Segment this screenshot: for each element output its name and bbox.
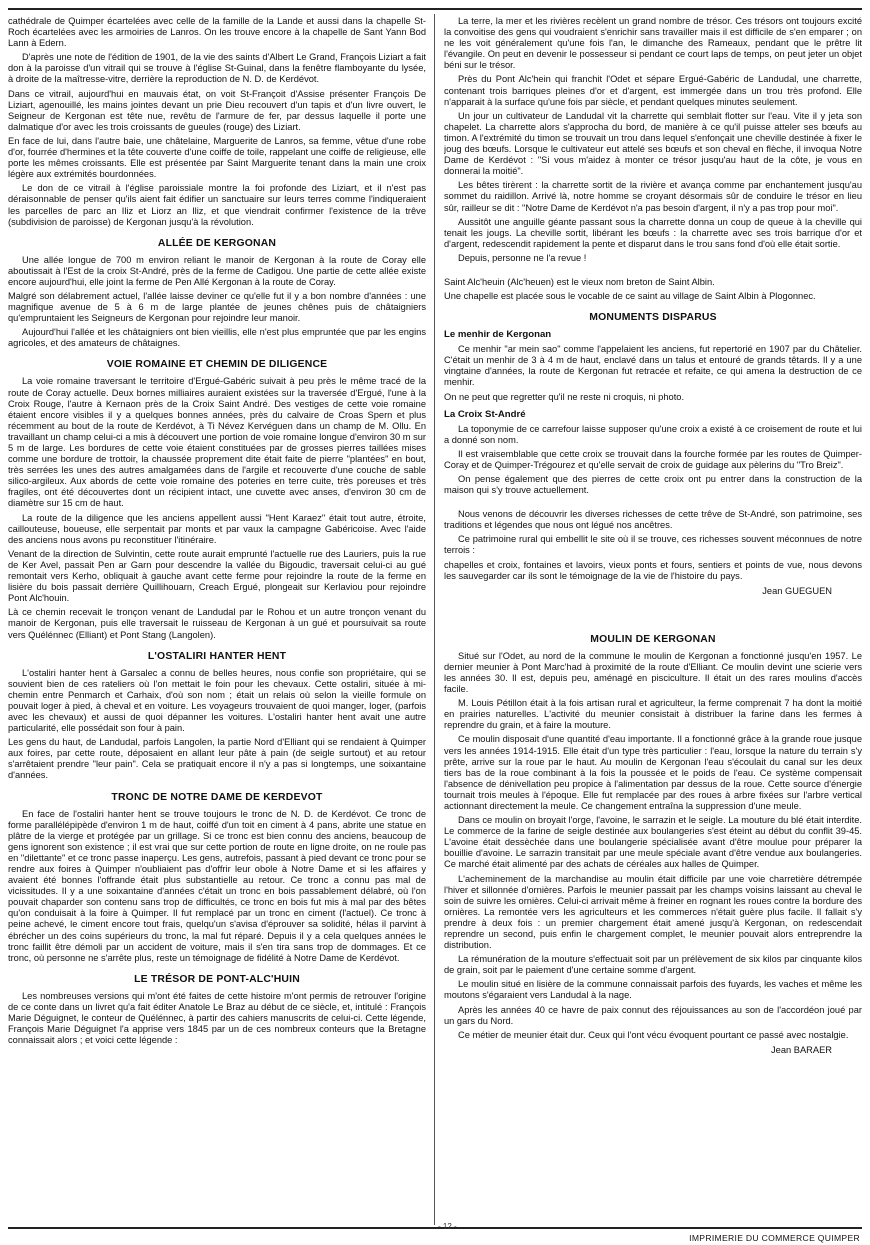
top-rule <box>8 8 862 10</box>
ostaliri-paragraph: L'ostaliri hanter hent à Garsalec a connu de belles heures, nous confie son propriétaire, qui se souvient bien de ces rateliers où l'on mettait le foin pour les chevaux. Cette ostaliri, située à mi-chemin entre Penmarch et Carhaix, d'où son nom ; était un relais où selon la vieille formule on pouvait loger à pied, à cheval et en voiture. Les voyageurs trouvaient de quoi manger, loger, (parfois avec les chevaux) et aussi de quoi dépanner les voitures. L'ostaliri hanter hent avait une autre particularité, elle possédait son four à pain. <box>8 667 426 734</box>
croix-paragraph: On pense également que des pierres de cette croix ont pu entrer dans la construction de la maison qui s'y trouve actuellement. <box>444 474 862 496</box>
moulin-paragraph: Dans ce moulin on broyait l'orge, l'avoine, le sarrazin et le seigle. La mouture du blé était interdite. Le commerce de la farine de seigle destinée aux boulangeries s'est éteint au début du conflit 39-45. L'avoine était dessèchée dans une boulangerie spécialisée avant d'être moulue pour préparer la bouillie d'avoine. Le sarrazin transitait par une meule spéciale avant d'être vendue aux boulangeries. Ce marché était alimenté par des achats de céréales aux halles de Quimper. <box>444 815 862 870</box>
moulin-paragraph: Après les années 40 ce havre de paix connut des réjouissances au son de l'accordéon joué par un gars du Nord. <box>444 1004 862 1026</box>
moulin-paragraph: Situé sur l'Odet, au nord de la commune le moulin de Kergonan a fonctionné jusqu'en 1957. Le dernier meunier à Pont Marc'had à proximité de la route d'Elliant. Ce moulin devint une scierie vers les années 30. Il est, depuis peu, aménagé en pisciculture. Il était un des rares moulins d'accès facile. <box>444 650 862 695</box>
croix-paragraph: Il est vraisemblable que cette croix se trouvait dans la fourche formée par les routes de Quimper-Coray et de Quimper-Trégourez et qu'elle servait de croix de guidage aux pèlerins du "Tro Breiz". <box>444 448 862 470</box>
conclusion-paragraph: Nous venons de découvrir les diverses richesses de cette trêve de St-André, son patrimoine, ses traditions et légendes que nous ont légué nos ancêtres. <box>444 509 862 531</box>
moulin-paragraph: La rémunération de la mouture s'effectuait soit par un prélèvement de six kilos par cinquante kilos de grain, soit par le paiement d'une certaine somme d'argent. <box>444 954 862 976</box>
moulin-paragraph: Le moulin situé en lisière de la commune connaissait parfois des fuyards, les vaches et même les moutons s'égaraient vers Landudal à la nage. <box>444 979 862 1001</box>
tronc-paragraph: En face de l'ostaliri hanter hent se trouve toujours le tronc de N. D. de Kerdévot. Ce tronc de forme parallélépipède d'environ 1 m de haut, coiffé d'un toit en ciment à 4 pans, abrite une statue en plâtre de la vierge et protégée par un grillage. Si ce tronc est bien connu des anciens, beaucoup de gens ignorent son existence ; il est vrai que sur cette portion de route en ligne droite, on ne roule pas en "dilettante" et ce tronc passe inaperçu. Les gens, autrefois, passant à pied devant ce tronc pour se rendre aux foires à Quimper n'oubliaient pas d'offrir leur obole à Notre Dame et si les affaires y avaient été bonnes l'offrande était plus substantielle au retour. Ce tronc a connu pas mal de vicissitudes. Il y a une soixantaine d'années c'était un tronc en bois passablement délabré, où l'on pouvait chaparder son contenu sans trop de difficultés, ce tronc en bois fut mis à mal par des bêtes qu'on conduisait à la foire à Quimper. Il fut remplacé par un tronc en ciment (l'actuel). Ce tronc à peine achevé, le ciment encore tout frais, quelqu'un s'avisa d'éprouver sa solidité, hélas il parvint à ébrécher un des coins supérieurs du tronc, la mal fut réparé. Depuis il y a cela quelques années le tronc faillit être démoli par un accident de voiture, mais il s'en tira sans trop de dommages. Et ce tronc, où personne ne s'arrête plus, reste un témoignage de fidélité à Notre Dame de Kerdévot. <box>8 808 426 963</box>
albin-paragraph: Une chapelle est placée sous le vocable de ce saint au village de Saint Albin à Plogonnec. <box>444 291 816 302</box>
legend-paragraph: Aussitôt une anguille géante passant sous la charrette donna un coup de queue à la cheville qui tenait les jougs. La cheville sortit, libérant les bœufs : la charrette avec ses trois barrique d'or et d'argent, redescendit rapidement la pente et disparut dans le trou sans fond d'où elle était sortie. <box>444 216 862 249</box>
section-title-tronc: TRONC DE NOTRE DAME DE KERDEVOT <box>111 791 323 803</box>
author-signature: Jean BARAER <box>771 1044 832 1055</box>
moulin-paragraph: M. Louis Pétillon était à la fois artisan rural et agriculteur, la ferme comprenait 7 ha dont la moitié en prairies naturelles. L'activité du meunier consistait à distribuer la farine dans les fermes à reprendre du grain, et à faire la mouture. <box>444 698 862 731</box>
voie-paragraph: Venant de la direction de Sulvintin, cette route aurait emprunté l'actuelle rue des Lauriers, puis la rue de Ker Avel, passait Pen ar Garn pour descendre la vallée du Bigoudic, traversait celui-ci au gué remontait vers Kerho, obliquait à gauche avant cette ferme pour rejoindre la route de la ferme en lisière du bois passait derrière Quillihouarn, Creach Ergué, plongeait sur Kerlaviou pour rejoindre Pont Alc'houin. <box>8 548 426 604</box>
moulin-paragraph: L'acheminement de la marchandise au moulin était difficile par une voie charretière détrempée l'hiver et sillonnée d'ornières. Parfois le meunier passait par les champs voisins laissant au cheval le soin de suivre les ornières. Celui-ci arrivait même à freiner en rognant les roues contre la bordure des ornières. La remontée vers les agriculteurs et les commerces n'était guère plus facile. Il fallait s'y prendre à deux fois : un premier chargement était amené jusqu'à Kergonan, on redescendait reprendre un second, puis enfin le chargement complet, le meunier pouvait alors entreprendre la distribution. <box>444 873 862 951</box>
conclusion-paragraph: chapelles et croix, fontaines et lavoirs, vieux ponts et fours, sentiers et points de vue, nous devons les sauvegarder car ils sont le témoignage de la vie de l'histoire du pays. <box>444 559 862 581</box>
section-title-tresor: LE TRÉSOR DE PONT-ALC'HUIN <box>134 973 300 985</box>
right-column <box>444 16 862 1223</box>
legend-paragraph: La terre, la mer et les rivières recèlent un grand nombre de trésor. Ces trésors ont toujours excité la convoitise des gens qui voudraient s'enrichir sans travailler mais il est difficile de s'en emparer ; on ne les voit généralement qu'une fois l'an, le dimanche des Rameaux, pendant que le prêtre lit l'évangile. On peut en devenir le possesseur si pendant ce court laps de temps, on peut jeter un objet béni sur le trésor. <box>444 16 862 71</box>
menhir-paragraph: On ne peut que regretter qu'il ne reste ni croquis, ni photo. <box>444 391 685 402</box>
moulin-paragraph: Ce moulin disposait d'une quantité d'eau importante. Il a fonctionné grâce à la grande roue jusque vers les années 1914-1915. Elle était d'un type très particulier : l'eau, lorsque la nature du terrain s'y prête, arrive sur la roue par le haut. Au moulin de Kergonan l'eau s'écoulait du canal sur les deux tiers bas de la roue combinant à la fois la poussée et le poids de l'eau. Ce système compensait l'absence de dénivellation peu propice à l'alimentation par dessus de la roue. Cette source d'énergie tournait trois meules à l'époque. Elle fut remplacée par des roues à arbre fixées sur l'arbre vertical actionnant directement la meule. Ce changement entraîna la suppression d'une meule. <box>444 734 862 811</box>
voie-paragraph: La voie romaine traversant le territoire d'Ergué-Gabéric suivait à peu près le même tracé de la route de Coray actuelle. Deux bornes milliaires auraient existées sur la traversée d'Ergué, l'une à la Croix Rouge, l'autre à Kernaon près de la Croix Saint André. Des vestiges de cette voie romaine étaient encore visibles il y a quelques bonnes années, près du calvaire de Croas Spern et plus récemment au bout de la route de Kerdévot, à Ti Névez Kervéguen dans un champ de M. Ollu. En travaillant un champ celui-ci a mis à découvert une portion de voie romaine longue d'environ 30 m sur 5 m de large. Les bordures de cette voie étaient constituées par de grosses pierres taillées mises comme une bordure de trottoir, la chaussée proprement dite était faite de pierre "plantées" en bout, très serrées les unes des autres amalgamées dans de l'argile et recouverte d'une couche de sable silico-argileux. Aux abords de cette voie romaine des poteries en terre cuite, très poreuses et très fragiles, ont été découvertes dont un récipient intact, une cuvette avec anses, d'environ 30 cm de diamètre sur 15 cm de haut. <box>8 376 426 509</box>
intro-paragraph: Dans ce vitrail, aujourd'hui en mauvais état, on voit St-Françoit d'Assise présenter François De Liziart, agenouillé, les mains jointes devant un prie Dieu recouvert d'un tapis et d'un livre ouvert, le Seigneur de Kergonan est tête nue, revêtu de l'armure de fer, par dessus laquelle il porte une dalmatique d'or avec les trois croissants de gueules (rouge) des Liziart. <box>8 88 426 132</box>
voie-paragraph: La route de la diligence que les anciens appellent aussi "Hent Karaez" était tout autre, étroite, caillouteuse, boueuse, elle serpentait par monts et par vaux la campagne Gabéricoise. Avec l'aide des anciens nous avons pu reconstituer l'itinéraire. <box>8 512 426 545</box>
subsection-title-menhir: Le menhir de Kergonan <box>444 329 552 341</box>
legend-paragraph: Près du Pont Alc'hein qui franchit l'Odet et sépare Ergué-Gabéric de Landudal, une charrette, contenant trois barriques pleines d'or et d'argent, est immergée dans un trou très profond. Elle n'apparait à la surface qu'une fois par siècle, et pendant quelques minutes seulement. <box>444 74 862 107</box>
conclusion-paragraph: Ce patrimoine rural qui embellit le site où il se trouve, ces richesses souvent méconnues de notre terrois : <box>444 534 862 556</box>
section-title-monuments: MONUMENTS DISPARUS <box>589 312 717 324</box>
author-signature: Jean GUEGUEN <box>762 585 832 596</box>
page-number: - 12 - <box>438 1222 457 1231</box>
printer-credit: IMPRIMERIE DU COMMERCE QUIMPER <box>689 1233 860 1243</box>
section-title-ostaliri: L'OSTALIRI HANTER HENT <box>147 650 287 662</box>
menhir-paragraph: Ce menhir "ar mein sao" comme l'appelaient les anciens, fut repertorié en 1907 par du Châtelier. C'était un menhir de 3 à 4 m de haut, enclavé dans un talus et entouré de grands têtards. Il y a une vingtaine d'années, la route de Kergonan fut retracée et refaite, ce qui amena la destruction de ce menhir. <box>444 344 862 388</box>
croix-paragraph: La toponymie de ce carrefour laisse supposer qu'une croix a existé à ce croisement de route et lui a donné son nom. <box>444 423 862 445</box>
intro-paragraph: En face de lui, dans l'autre baie, une châtelaine, Marguerite de Lanros, sa femme, vêtue d'une robe d'or, fourrée d'hermines et la tête couverte d'une coiffe de toile, rappelant une coiffe de religieuse, elle porte les mêmes croissants. Elle est présentée par Saint Marguerite tenant dans la main une croix légère aux extrémités bourdonnées. <box>8 135 426 180</box>
allee-paragraph: Une allée longue de 700 m environ reliant le manoir de Kergonan à la route de Coray elle aboutissait à l'Est de la croix St-André, près de la ferme de Cadigou. Une partie de cette allée existe encore aujourd'hui, elle joint la ferme de Pen Allé Kergonan à la route de Coray. <box>8 254 426 287</box>
column-divider <box>434 14 435 1225</box>
legend-paragraph: Depuis, personne ne l'a revue ! <box>458 252 587 263</box>
ostaliri-paragraph: Les gens du haut, de Landudal, parfois Langolen, la partie Nord d'Elliant qui se rendaient à Quimper aux foires, par cette route, déposaient en allant leur pâte à pain (de seigle surtout) et au retour s'arrêtaient prendre "leur pain". Cela se pratiquait encore il n'y a pas si longtemps, une soixantaine d'années. <box>8 737 426 781</box>
intro-paragraph: Le don de ce vitrail à l'église paroissiale montre la foi profonde des Liziart, et il n'est pas déraisonnable de penser qu'ils aient fait édifier un sanctuaire sur leurs terres comme l'indiqueraient les parcelles de parc an Iliz et Liorz an Iliz, et que viendrait confirmer l'existence de la trêve (subdivision de paroisse) de Kergonan jusqu'à la révolution. <box>8 183 426 227</box>
allee-paragraph: Aujourd'hui l'allée et les châtaigniers ont bien vieillis, elle n'est plus empruntée que par les engins agricoles, et des amateurs de châtaignes. <box>8 327 426 349</box>
allee-paragraph: Malgré son délabrement actuel, l'allée laisse deviner ce qu'elle fut il y a bon nombre d'années : une magnifique avenue de 5 à 6 m de large plantée de jeunes chênes puis de châtaigniers qu'empruntaient les Seigneurs de Kergonan pour rejoindre leur manoir. <box>8 290 426 324</box>
section-title-allee: ALLÉE DE KERGONAN <box>157 237 277 249</box>
legend-paragraph: Les bêtes tirèrent : la charrette sortit de la rivière et avança comme par enchantement jusqu'au sommet du raidillon. Arrivé là, notre homme se croyant désormais sûr de conduire le trésor en lieu sûr, railleur se dit : "Notre Dame de Kerdévot n'a pas besoin d'argent, il n'y a pas trop pour moi". <box>444 180 862 213</box>
intro-paragraph: cathédrale de Quimper écartelées avec celle de la famille de la Lande et aussi dans la chapelle St-Roch écartelées avec les armoiries de Lanros. On les trouve encore à la chapelle de Sant Yann Bod Lann à Edern. <box>8 16 426 49</box>
tresor-paragraph: Les nombreuses versions qui m'ont été faites de cette histoire m'ont permis de retrouver l'origine de ce conte dans un livret qu'a fait éditer Anatole Le Braz au début de ce siècle, et, intitulé : François Marie Déguignet, le conteur de Quélénnec, à partir des cahiers manuscrits de celui-ci. Cette légende, François Marie Déguignet l'a apprise vers 1845 par un de ces nombreux conteurs que la Bretagne connaissait alors ; et voici cette légende : <box>8 990 426 1046</box>
albin-paragraph: Saint Alc'heuin (Alc'heuen) est le vieux nom breton de Saint Albin. <box>444 276 715 287</box>
section-title-voie: VOIE ROMAINE ET CHEMIN DE DILIGENCE <box>106 359 328 371</box>
subsection-title-croix: La Croix St-André <box>444 408 526 420</box>
voie-paragraph: Là ce chemin recevait le tronçon venant de Landudal par le Rohou et un autre tronçon venant du manoir de Kergonan, puis elle traversait le ruisseau de Kergonan à un gué et poursuivait sa route vers Quélénnec (Elliant) et Pont Stang (Langolen). <box>8 607 426 640</box>
moulin-paragraph: Ce métier de meunier était dur. Ceux qui l'ont vécu évoquent pourtant ce passé avec nostalgie. <box>458 1029 849 1040</box>
bottom-rule <box>8 1227 862 1229</box>
legend-paragraph: Un jour un cultivateur de Landudal vit la charrette qui semblait flotter sur l'eau. Vite il y jeta son chapelet. La charrette alors s'approcha du bord, de manière à ce qu'il puisse atteler ses bœufs au timon. A l'extrémité du timon se trouvait un trou dans lequel s'enfonçait une cheville destinée à fixer le joug des bœufs. Lorsque le cultivateur eut attelé ses bœufs et son cheval en flèche, il invoqua Notre Dame de Kerdévot : "Si vous m'aidez à monter ce trésor jusqu'au haut de la côte, je vous en donnerai la moitié". <box>444 110 862 177</box>
left-column <box>8 16 426 1223</box>
intro-paragraph: D'après une note de l'édition de 1901, de la vie des saints d'Albert Le Grand, François Liziart a fait don à la paroisse d'un vitrail qui se trouve à l'église St-Guinal, dans la fenêtre flamboyante du lysée, à droite de la maîtresse-vitre, derrière la reproduction de N. D. de Kerdévot. <box>8 52 426 85</box>
section-title-moulin: MOULIN DE KERGONAN <box>590 633 716 645</box>
